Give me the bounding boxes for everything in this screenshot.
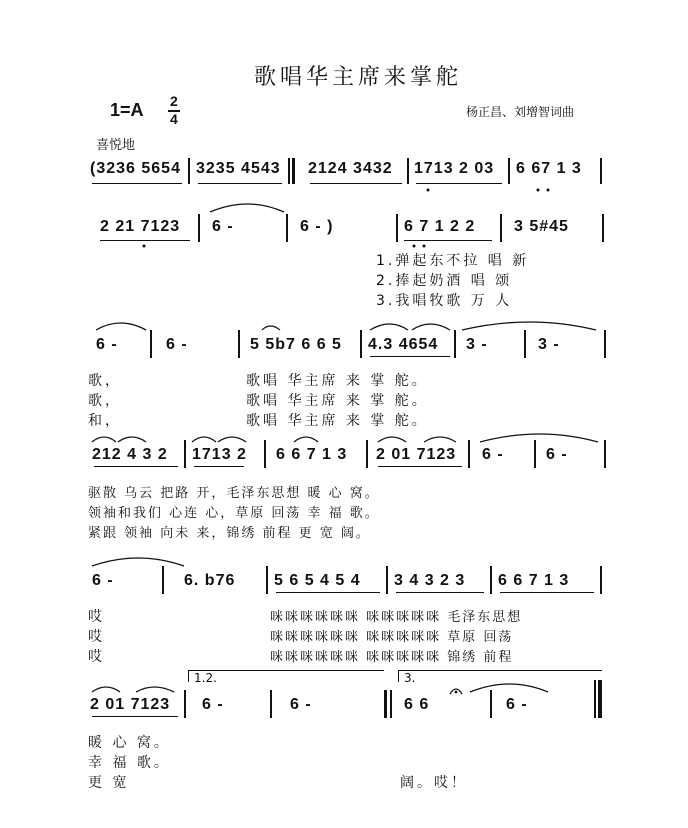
- measure-notes: 3 5#45: [514, 218, 569, 235]
- measure-notes: 6 6 7 1 3: [498, 572, 570, 589]
- lyrics-left-1: 歌，: [88, 373, 122, 389]
- measure-notes: 6 -: [482, 446, 504, 463]
- measure-notes: 6 - ): [300, 218, 334, 235]
- measure-notes: 2 21 7123: [100, 218, 181, 235]
- measure-notes: 6 -: [166, 336, 188, 353]
- measure-notes: 6 -: [202, 696, 224, 713]
- measure-notes: 3 4 3 2 3: [394, 572, 466, 589]
- measure-notes: 6 -: [212, 218, 234, 235]
- time-signature-top: 2: [170, 93, 178, 109]
- time-signature-bottom: 4: [170, 111, 178, 127]
- slur-arc: [412, 324, 450, 330]
- slur-arc: [136, 687, 174, 692]
- lyrics-left-3: 哎: [88, 649, 105, 665]
- lyrics-right-1: 歌唱 华主席 来 掌 舵。: [246, 373, 429, 389]
- lyrics-right-2: 歌唱 华主席 来 掌 舵。: [246, 393, 429, 409]
- lyrics-line-1: 驱散 乌云 把路 开，毛泽东思想 暖 心 窝。: [88, 486, 380, 501]
- measure-notes: 6. b76: [184, 572, 236, 589]
- slur-arc: [192, 437, 216, 442]
- octave-dots: [143, 189, 550, 248]
- measure-notes: 6 -: [290, 696, 312, 713]
- lyrics-line-3: 3.我唱牧歌 万 人: [376, 293, 513, 309]
- slur-arc: [294, 437, 318, 442]
- measure-notes: 3 -: [466, 336, 488, 353]
- lyrics-left-2: 哎: [88, 629, 105, 645]
- lyrics-right-3: 咪咪咪咪咪咪 咪咪咪咪咪 锦绣 前程: [270, 650, 514, 665]
- measure-notes: (3236 5654: [90, 160, 181, 177]
- tempo-marking: 喜悦地: [96, 138, 136, 153]
- lyrics-line-3: 更 宽: [88, 775, 130, 791]
- volta-label-3: 3.: [404, 671, 416, 685]
- tie-arc: [92, 558, 184, 566]
- lyrics-line-2: 幸 福 歌。: [88, 755, 171, 771]
- lyrics-right-3: 歌唱 华主席 来 掌 舵。: [246, 413, 429, 429]
- measure-notes: 6 -: [546, 446, 568, 463]
- slur-arc: [218, 437, 246, 442]
- lyrics-right-2: 咪咪咪咪咪咪 咪咪咪咪咪 草原 回荡: [270, 630, 514, 645]
- measure-notes: 6 -: [506, 696, 528, 713]
- measure-notes: 6 -: [96, 336, 118, 353]
- key-signature: 1=A: [110, 100, 144, 120]
- lyrics-line-2: 领袖和我们 心连 心，草原 回荡 幸 福 歌。: [88, 506, 380, 521]
- slur-arc: [118, 437, 146, 442]
- measure-notes: 3 -: [538, 336, 560, 353]
- slur-arc: [370, 324, 408, 330]
- measure-notes: 2 01 7123: [90, 696, 171, 713]
- measure-notes: 6 67 1 3: [516, 160, 582, 177]
- measure-notes: 6 7 1 2 2: [404, 218, 476, 235]
- tie-arc: [470, 684, 548, 692]
- lyrics-line-3: 紧跟 领袖 向未 来，锦绣 前程 更 宽 阔。: [88, 526, 371, 541]
- measure-notes: 3235 4543: [196, 160, 281, 177]
- measure-notes: 1713 2 03: [414, 160, 495, 177]
- lyrics-ending: 阔。哎！: [400, 775, 468, 791]
- volta-label-1: 1.2.: [194, 671, 217, 685]
- credits: 杨正昌、刘增智词曲: [466, 105, 575, 119]
- measure-notes: 2 01 7123: [376, 446, 457, 463]
- fermata-icon: [450, 689, 462, 694]
- tie-arc: [210, 204, 284, 212]
- measure-notes: 212 4 3 2: [92, 446, 168, 463]
- tie-arc: [96, 323, 146, 330]
- lyrics-line-1: 1.弹起东不拉 唱 新: [376, 253, 530, 269]
- measure-notes: 6 6: [404, 696, 430, 713]
- slur-arc: [92, 687, 120, 692]
- slur-arc: [92, 437, 116, 442]
- lyrics-left-2: 歌，: [88, 393, 122, 409]
- lyrics-line-1: 暖 心 窝。: [88, 735, 171, 751]
- lyrics-right-1: 咪咪咪咪咪咪 咪咪咪咪咪 毛泽东思想: [270, 610, 523, 625]
- slur-arc: [378, 437, 406, 442]
- measure-notes: 2124 3432: [308, 160, 393, 177]
- measure-notes: 1713 2: [192, 446, 247, 463]
- measure-notes: 5 5b7 6 6 5: [250, 336, 342, 353]
- lyrics-left-3: 和，: [88, 413, 122, 429]
- lyrics-line-2: 2.捧起奶酒 唱 颂: [376, 273, 513, 289]
- tie-arc: [462, 322, 596, 330]
- tie-arc: [480, 434, 598, 442]
- slur-arc: [262, 326, 280, 330]
- slur-arc: [424, 437, 456, 442]
- measure-notes: 6 6 7 1 3: [276, 446, 348, 463]
- measure-notes: 5 6 5 4 5 4: [274, 572, 361, 589]
- measure-notes: 6 -: [92, 572, 114, 589]
- song-title: 歌唱华主席来掌舵: [254, 65, 463, 90]
- lyrics-left-1: 哎: [88, 609, 105, 625]
- measure-notes: 4.3 4654: [368, 336, 439, 353]
